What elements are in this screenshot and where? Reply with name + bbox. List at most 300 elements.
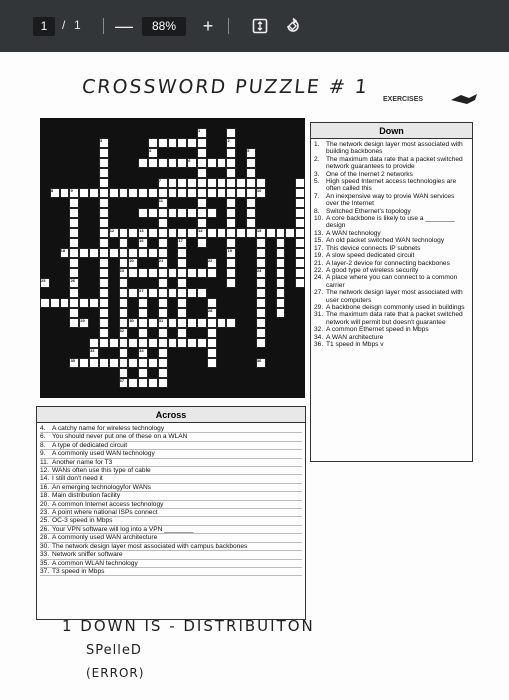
grid-cell[interactable]: [187, 288, 197, 298]
grid-cell[interactable]: [207, 268, 217, 278]
clue-text: WANs often use this type of cable: [52, 467, 151, 475]
grid-cell[interactable]: [119, 358, 129, 368]
grid-clue-number: 9: [70, 188, 73, 193]
grid-cell[interactable]: [109, 188, 119, 198]
clue-item: [40, 425, 302, 433]
handwritten-note-line: 1 DOWN IS - DISTRIBUITON: [62, 617, 315, 635]
grid-clue-number: 27: [139, 288, 144, 293]
grid-cell[interactable]: [187, 338, 197, 348]
grid-cell[interactable]: [158, 268, 168, 278]
grid-cell[interactable]: [60, 188, 73, 198]
grid-cell[interactable]: [158, 238, 168, 248]
grid-clue-number: 21: [158, 258, 164, 263]
grid-cell[interactable]: [148, 338, 158, 348]
grid-cell[interactable]: [226, 168, 236, 178]
grid-cell[interactable]: [177, 248, 187, 258]
grid-cell[interactable]: [79, 248, 89, 258]
pdf-toolbar: [0, 0, 509, 52]
grid-cell[interactable]: [187, 228, 197, 238]
grid-cell[interactable]: [99, 298, 109, 308]
grid-cell[interactable]: [148, 188, 158, 198]
grid-cell[interactable]: [148, 378, 158, 388]
grid-cell[interactable]: [158, 278, 168, 288]
clue-text: A core backbone is likely to use a ________ design: [326, 215, 455, 230]
grid-cell[interactable]: [99, 158, 109, 168]
grid-cell[interactable]: [119, 278, 129, 288]
grid-cell[interactable]: [226, 238, 236, 248]
grid-cell[interactable]: [276, 278, 286, 288]
grid-cell[interactable]: [69, 258, 79, 268]
grid-clue-number: 14: [198, 228, 203, 233]
grid-cell[interactable]: [69, 318, 79, 328]
grid-cell[interactable]: [109, 358, 119, 368]
grid-cell[interactable]: [69, 268, 79, 278]
grid-cell[interactable]: [119, 188, 129, 198]
grid-cell[interactable]: [197, 188, 207, 198]
grid-cell[interactable]: [256, 248, 266, 258]
grid-cell[interactable]: [256, 178, 266, 188]
grid-cell[interactable]: [148, 248, 158, 258]
grid-cell[interactable]: [148, 138, 158, 148]
grid-cell[interactable]: [207, 318, 217, 328]
grid-cell[interactable]: [69, 248, 79, 258]
grid-cell[interactable]: [226, 258, 236, 268]
zoom-in-button[interactable]: +: [202, 16, 214, 36]
grid-cell[interactable]: [119, 238, 129, 248]
clue-item: [40, 459, 302, 467]
grid-cell[interactable]: [148, 158, 158, 168]
grid-cell[interactable]: [128, 338, 138, 348]
grid-cell[interactable]: [177, 188, 187, 198]
grid-cell[interactable]: [168, 268, 178, 278]
grid-cell[interactable]: [128, 188, 138, 198]
grid-cell[interactable]: [119, 338, 129, 348]
grid-cell[interactable]: [119, 228, 129, 238]
grid-cell[interactable]: [158, 218, 168, 228]
grid-cell[interactable]: [99, 198, 109, 208]
grid-cell[interactable]: [226, 128, 236, 138]
grid-cell[interactable]: [285, 228, 295, 238]
grid-cell[interactable]: [217, 158, 227, 168]
crossword-grid[interactable]: [40, 118, 305, 398]
clue-text: Main distribution facility: [52, 492, 121, 500]
grid-cell[interactable]: [79, 188, 89, 198]
grid-cell[interactable]: [89, 358, 99, 368]
grid-cell[interactable]: [197, 208, 207, 218]
grid-cell[interactable]: [197, 288, 207, 298]
grid-cell[interactable]: [138, 188, 148, 198]
grid-cell[interactable]: [226, 228, 236, 238]
grid-cell[interactable]: [177, 208, 187, 218]
grid-cell[interactable]: [256, 278, 266, 288]
grid-cell[interactable]: [119, 248, 129, 258]
grid-cell[interactable]: [148, 318, 158, 328]
grid-cell[interactable]: [158, 368, 168, 378]
grid-cell[interactable]: [138, 358, 148, 368]
grid-cell[interactable]: [69, 208, 79, 218]
clue-text: The network design layer most associated with user computers: [326, 289, 463, 304]
grid-cell[interactable]: [246, 178, 256, 188]
grid-cell[interactable]: [236, 228, 246, 238]
clue-text: A type of dedicated circuit: [52, 441, 128, 449]
clue-text: You should never put one of these on a WLAN: [52, 433, 188, 441]
grid-cell[interactable]: [177, 268, 187, 278]
grid-cell[interactable]: [256, 238, 266, 248]
grid-cell[interactable]: [99, 278, 109, 288]
grid-cell[interactable]: [226, 158, 236, 168]
clue-item: [40, 509, 302, 517]
clue-item: [40, 551, 302, 559]
grid-cell[interactable]: [99, 258, 109, 268]
grid-cell[interactable]: [79, 298, 89, 308]
grid-cell[interactable]: [197, 158, 207, 168]
grid-cell[interactable]: [99, 178, 109, 188]
grid-cell[interactable]: [89, 338, 99, 348]
grid-cell[interactable]: [177, 318, 187, 328]
grid-cell[interactable]: [226, 148, 236, 158]
grid-clue-number: 13: [139, 228, 144, 233]
clue-item: [314, 334, 469, 341]
grid-cell[interactable]: [256, 308, 266, 318]
grid-cell[interactable]: [276, 238, 286, 248]
grid-cell[interactable]: [158, 348, 168, 358]
grid-cell[interactable]: [99, 318, 109, 328]
clue-item: [40, 501, 302, 509]
grid-cell[interactable]: [158, 188, 168, 198]
grid-cell[interactable]: [246, 228, 256, 238]
grid-cell[interactable]: [226, 198, 236, 208]
grid-clue-number: 33: [90, 348, 95, 353]
grid-cell[interactable]: [138, 208, 148, 218]
clue-text: A layer-2 device for connecting backbones: [326, 259, 450, 267]
grid-cell[interactable]: [226, 218, 236, 228]
grid-cell[interactable]: [256, 258, 266, 268]
page-total: 1: [74, 18, 81, 32]
clue-number: 23.: [40, 509, 50, 517]
clue-number: 20.: [40, 500, 50, 508]
grid-cell[interactable]: [119, 258, 129, 268]
grid-cell[interactable]: [138, 248, 148, 258]
zoom-level-input[interactable]: 88%: [142, 17, 186, 36]
grid-cell[interactable]: [138, 318, 148, 328]
grid-cell[interactable]: [217, 228, 227, 238]
grid-cell[interactable]: [128, 358, 138, 368]
grid-clue-number: 36: [256, 358, 262, 363]
grid-cell[interactable]: [128, 288, 138, 298]
grid-cell[interactable]: [177, 288, 187, 298]
fit-page-button[interactable]: [249, 14, 271, 38]
grid-cell[interactable]: [207, 208, 217, 218]
grid-cell[interactable]: [177, 338, 187, 348]
grid-cell[interactable]: [69, 298, 79, 308]
grid-cell[interactable]: [295, 268, 305, 278]
grid-cell[interactable]: [119, 348, 129, 358]
grid-cell[interactable]: [226, 278, 236, 288]
grid-cell[interactable]: [89, 188, 99, 198]
grid-cell[interactable]: [177, 278, 187, 288]
grid-cell[interactable]: [197, 268, 207, 278]
grid-cell[interactable]: [158, 378, 168, 388]
grid-cell[interactable]: [69, 308, 79, 318]
grid-cell[interactable]: [69, 228, 79, 238]
grid-cell[interactable]: [207, 188, 217, 198]
grid-cell[interactable]: [138, 338, 148, 348]
grid-cell[interactable]: [246, 158, 256, 168]
grid-cell[interactable]: [226, 208, 236, 218]
grid-cell[interactable]: [138, 328, 148, 338]
grid-cell[interactable]: [158, 338, 168, 348]
grid-cell[interactable]: [138, 308, 148, 318]
grid-cell[interactable]: [187, 268, 197, 278]
grid-cell[interactable]: [158, 248, 168, 258]
grid-cell[interactable]: [276, 268, 286, 278]
grid-cell[interactable]: [217, 188, 227, 198]
clue-number: 5.: [314, 178, 320, 186]
grid-cell[interactable]: [168, 338, 178, 348]
grid-cell[interactable]: [177, 138, 187, 148]
grid-cell[interactable]: [128, 228, 138, 238]
grid-cell[interactable]: [119, 298, 129, 308]
grid-cell[interactable]: [158, 358, 168, 368]
grid-cell[interactable]: [79, 358, 89, 368]
grid-cell[interactable]: [217, 318, 227, 328]
grid-cell[interactable]: [236, 178, 246, 188]
grid-cell[interactable]: [246, 208, 256, 218]
grid-cell[interactable]: [246, 168, 256, 178]
grid-cell[interactable]: [168, 228, 178, 238]
grid-cell[interactable]: [295, 198, 305, 208]
grid-cell[interactable]: [168, 178, 178, 188]
grid-cell[interactable]: [295, 248, 305, 258]
grid-cell[interactable]: [256, 328, 266, 338]
grid-cell[interactable]: [266, 228, 276, 238]
across-clue-list: [37, 423, 305, 578]
clue-number: 33.: [40, 551, 50, 559]
clue-text: A backbone deisgn commonly used in buildings: [326, 303, 465, 311]
grid-cell[interactable]: [276, 298, 286, 308]
grid-cell[interactable]: [276, 258, 286, 268]
grid-cell[interactable]: [138, 268, 148, 278]
grid-cell[interactable]: [256, 338, 266, 348]
grid-cell[interactable]: [177, 178, 187, 188]
grid-cell[interactable]: [158, 208, 168, 218]
grid-cell[interactable]: [187, 178, 197, 188]
grid-clue-number: 8: [50, 188, 54, 193]
grid-cell[interactable]: [148, 208, 158, 218]
grid-clue-number: 3: [99, 138, 103, 143]
grid-cell[interactable]: [226, 318, 236, 328]
grid-cell[interactable]: [295, 278, 305, 288]
grid-cell[interactable]: [236, 188, 246, 198]
grid-cell[interactable]: [246, 218, 256, 228]
clue-text: A common WLAN technology: [52, 559, 138, 567]
grid-cell[interactable]: [99, 268, 109, 278]
clue-text: The maximum data rate that a packet switched network guarantees to provide: [326, 155, 463, 171]
clue-number: 28.: [40, 534, 50, 542]
grid-cell[interactable]: [119, 368, 129, 378]
clue-item: [40, 467, 302, 475]
grid-cell[interactable]: [138, 378, 148, 388]
grid-cell[interactable]: [158, 158, 168, 168]
grid-cell[interactable]: [207, 298, 217, 308]
grid-cell[interactable]: [217, 178, 227, 188]
grid-cell[interactable]: [226, 268, 236, 278]
grid-cell[interactable]: [69, 218, 79, 228]
grid-cell[interactable]: [69, 288, 79, 298]
grid-cell[interactable]: [197, 168, 207, 178]
grid-cell[interactable]: [207, 228, 217, 238]
grid-cell[interactable]: [177, 328, 187, 338]
grid-cell[interactable]: [60, 298, 70, 308]
clue-text: Switched Ethernet's topology: [326, 207, 411, 215]
grid-cell[interactable]: [99, 168, 109, 178]
grid-cell[interactable]: [207, 358, 217, 368]
grid-cell[interactable]: [295, 208, 305, 218]
grid-cell[interactable]: [109, 248, 119, 258]
grid-cell[interactable]: [148, 228, 158, 238]
grid-cell[interactable]: [197, 338, 207, 348]
grid-cell[interactable]: [109, 338, 119, 348]
grid-cell[interactable]: [99, 288, 109, 298]
grid-cell[interactable]: [89, 248, 99, 258]
grid-cell[interactable]: [168, 288, 178, 298]
grid-cell[interactable]: [177, 308, 187, 318]
grid-cell[interactable]: [197, 178, 207, 188]
grid-cell[interactable]: [158, 288, 168, 298]
grid-cell[interactable]: [128, 268, 138, 278]
grid-cell[interactable]: [177, 158, 187, 168]
grid-cell[interactable]: [138, 298, 148, 308]
grid-cell[interactable]: [187, 188, 197, 198]
grid-cell[interactable]: [168, 318, 178, 328]
clue-text: I still don't need it: [52, 475, 103, 483]
grid-cell[interactable]: [148, 268, 158, 278]
grid-cell[interactable]: [50, 298, 60, 308]
grid-cell[interactable]: [295, 228, 305, 238]
grid-clue-number: 18: [60, 248, 66, 253]
grid-cell[interactable]: [295, 178, 305, 188]
grid-cell[interactable]: [276, 308, 286, 318]
grid-cell[interactable]: [197, 218, 207, 228]
grid-cell[interactable]: [138, 368, 148, 378]
grid-clue-number: 30: [129, 318, 134, 323]
grid-clue-number: 12: [109, 228, 115, 233]
zoom-out-button[interactable]: —: [115, 16, 133, 36]
grid-cell[interactable]: [295, 188, 305, 198]
clue-text: T1 speed in Mbps v: [326, 340, 384, 348]
grid-cell[interactable]: [99, 328, 109, 338]
grid-cell[interactable]: [158, 308, 168, 318]
grid-cell[interactable]: [207, 178, 217, 188]
clue-text: A good type of wireless security: [326, 266, 419, 274]
grid-cell[interactable]: [226, 188, 236, 198]
grid-cell[interactable]: [226, 178, 236, 188]
grid-cell[interactable]: [119, 288, 129, 298]
grid-cell[interactable]: [158, 138, 168, 148]
grid-cell[interactable]: [295, 258, 305, 268]
grid-cell[interactable]: [207, 348, 217, 358]
grid-cell[interactable]: [295, 238, 305, 248]
grid-cell[interactable]: [276, 288, 286, 298]
grid-cell[interactable]: [148, 288, 158, 298]
grid-cell[interactable]: [197, 318, 207, 328]
grid-cell[interactable]: [89, 298, 99, 308]
grid-cell[interactable]: [207, 158, 217, 168]
grid-cell[interactable]: [99, 308, 109, 318]
grid-cell[interactable]: [197, 148, 207, 158]
grid-cell[interactable]: [168, 158, 178, 168]
grid-cell[interactable]: [246, 188, 256, 198]
grid-cell[interactable]: [177, 258, 187, 268]
grid-cell[interactable]: [99, 188, 109, 198]
grid-cell[interactable]: [99, 148, 109, 158]
grid-cell[interactable]: [276, 228, 286, 238]
clue-text: A WAN technology: [326, 229, 381, 237]
page-number-input[interactable]: 1: [33, 17, 55, 36]
grid-cell[interactable]: [158, 328, 168, 338]
clue-number: 26.: [40, 525, 50, 533]
clue-number: 2.: [314, 155, 320, 163]
grid-cell[interactable]: [177, 298, 187, 308]
grid-cell[interactable]: [148, 358, 158, 368]
grid-clue-number: 25: [41, 278, 46, 283]
grid-cell[interactable]: [99, 208, 109, 218]
grid-cell[interactable]: [256, 298, 266, 308]
grid-cell[interactable]: [158, 298, 168, 308]
grid-cell[interactable]: [99, 218, 109, 228]
grid-clue-number: 35: [70, 358, 75, 363]
clue-item: [40, 484, 302, 492]
grid-cell[interactable]: [177, 228, 187, 238]
grid-cell[interactable]: [119, 308, 129, 318]
grid-cell[interactable]: [138, 158, 148, 168]
grid-cell[interactable]: [99, 248, 109, 258]
grid-cell[interactable]: [197, 238, 207, 248]
grid-cell[interactable]: [197, 138, 207, 148]
grid-cell[interactable]: [69, 198, 79, 208]
grid-cell[interactable]: [246, 198, 256, 208]
grid-cell[interactable]: [158, 228, 168, 238]
grid-cell[interactable]: [207, 338, 217, 348]
grid-cell[interactable]: [128, 248, 138, 258]
grid-cell[interactable]: [168, 138, 178, 148]
grid-cell[interactable]: [187, 208, 197, 218]
grid-cell[interactable]: [168, 188, 178, 198]
grid-cell[interactable]: [128, 378, 138, 388]
grid-cell[interactable]: [69, 238, 79, 248]
grid-cell[interactable]: [295, 218, 305, 228]
grid-clue-number: 24: [256, 268, 262, 273]
document-page: [0, 52, 509, 700]
grid-cell[interactable]: [99, 228, 109, 238]
grid-cell[interactable]: [40, 298, 50, 308]
rotate-button[interactable]: [282, 14, 304, 38]
grid-cell[interactable]: [99, 358, 109, 368]
grid-cell[interactable]: [168, 208, 178, 218]
grid-cell[interactable]: [276, 248, 286, 258]
grid-clue-number: 34: [139, 348, 144, 353]
grid-cell[interactable]: [119, 318, 129, 328]
grid-cell[interactable]: [256, 318, 266, 328]
grid-cell[interactable]: [197, 198, 207, 208]
grid-clue-number: 16: [139, 238, 144, 243]
grid-cell[interactable]: [99, 238, 109, 248]
grid-cell[interactable]: [99, 338, 109, 348]
grid-cell[interactable]: [256, 288, 266, 298]
grid-cell[interactable]: [187, 318, 197, 328]
grid-cell[interactable]: [187, 138, 197, 148]
grid-cell[interactable]: [207, 328, 217, 338]
